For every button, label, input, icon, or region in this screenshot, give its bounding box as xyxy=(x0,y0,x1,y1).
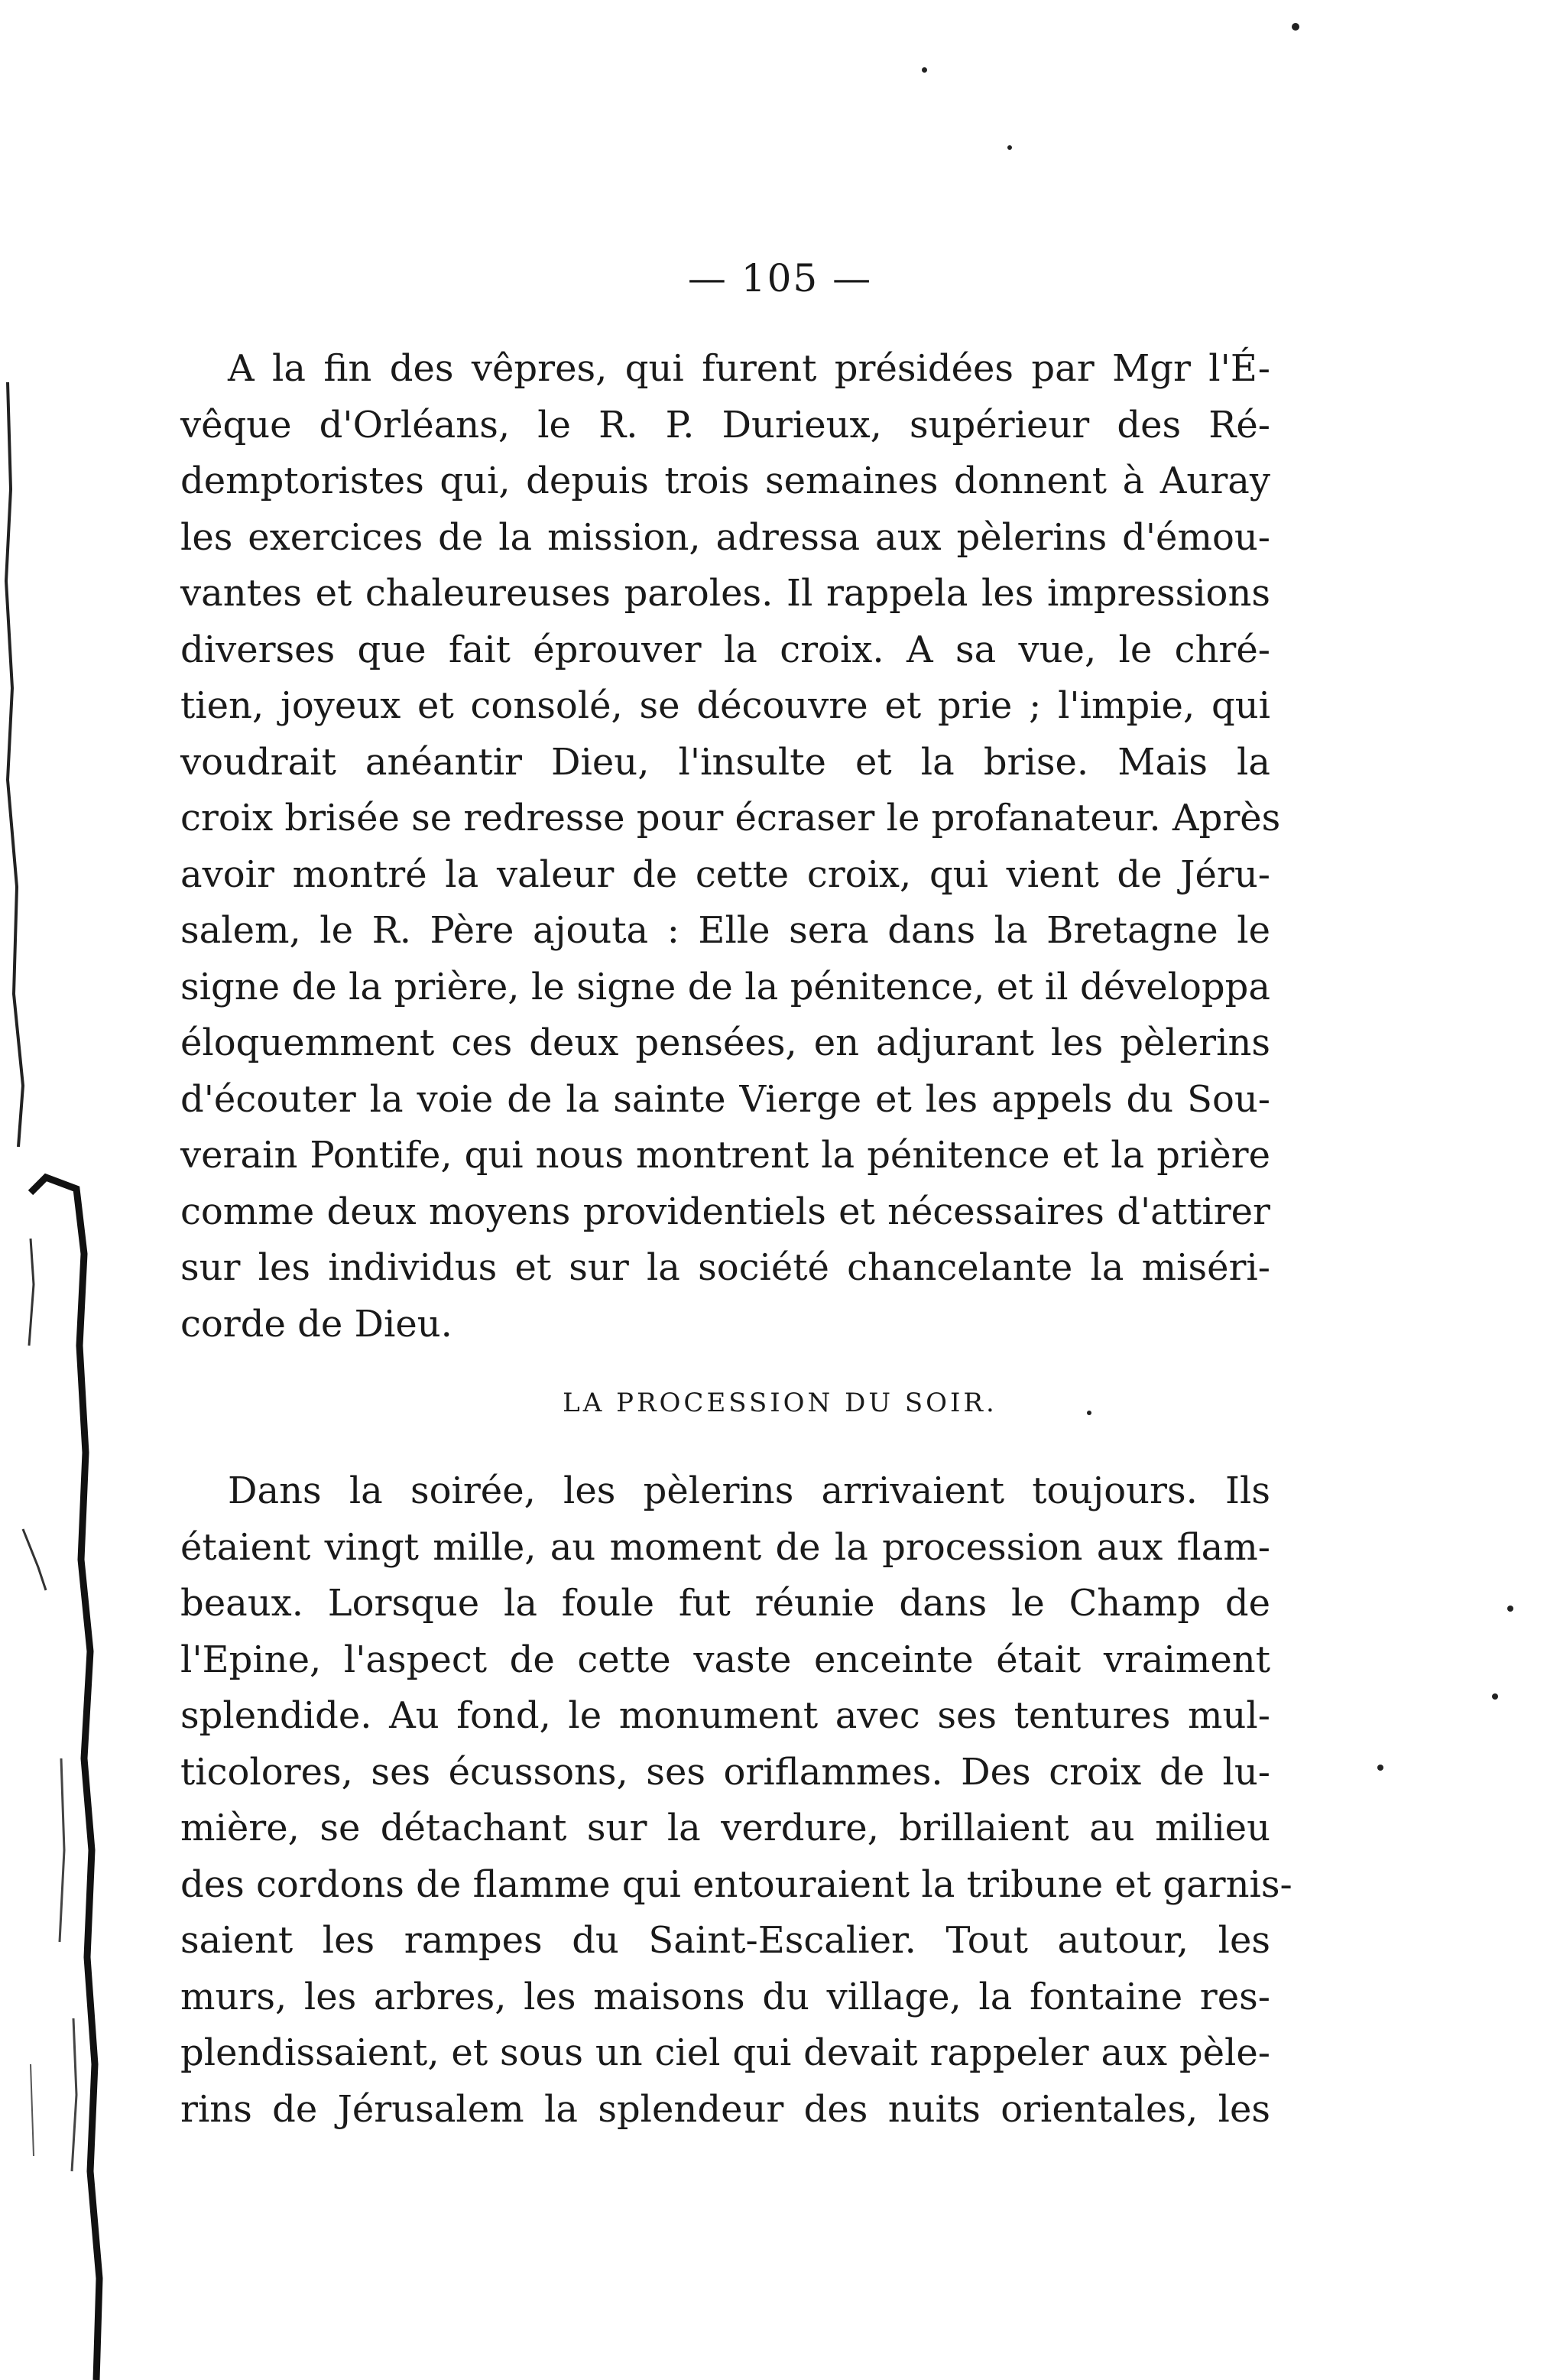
text-line: des cordons de flamme qui entouraient la tribune et garnis- xyxy=(180,1862,1292,1906)
text-line: vantes et chaleureuses paroles. Il rappela les impressions xyxy=(180,572,1270,615)
text-line: diverses que fait éprouver la croix. A sa vue, le chré- xyxy=(180,628,1270,671)
scan-speck xyxy=(1507,1606,1513,1612)
text-line: l'Epine, l'aspect de cette vaste enceinte était vraiment xyxy=(180,1638,1270,1681)
section-heading: LA PROCESSION DU SOIR. xyxy=(563,1388,997,1418)
text-line: plendissaient, et sous un ciel qui devait rappeler aux pèle- xyxy=(180,2031,1270,2074)
scan-speck xyxy=(1292,23,1299,31)
text-line: éloquemment ces deux pensées, en adjurant les pèlerins xyxy=(180,1021,1270,1064)
text-line: rins de Jérusalem la splendeur des nuits orientales, les xyxy=(180,2087,1270,2131)
text-line: salem, le R. Père ajouta : Elle sera dans la Bretagne le xyxy=(180,909,1270,952)
text-line: tien, joyeux et consolé, se découvre et prie ; l'impie, qui xyxy=(180,684,1270,727)
text-line: A la fin des vêpres, qui furent présidées par Mgr l'É- xyxy=(228,347,1270,390)
text-line: saient les rampes du Saint-Escalier. Tout autour, les xyxy=(180,1919,1270,1962)
text-line: les exercices de la mission, adressa aux pèlerins d'émou- xyxy=(180,515,1270,559)
text-line: vêque d'Orléans, le R. P. Durieux, supérieur des Ré- xyxy=(180,403,1270,446)
text-line: voudrait anéantir Dieu, l'insulte et la brise. Mais la xyxy=(180,740,1270,784)
page-number: — 105 — xyxy=(687,256,873,300)
text-line: Dans la soirée, les pèlerins arrivaient toujours. Ils xyxy=(228,1469,1270,1512)
text-line: corde de Dieu. xyxy=(180,1302,452,1346)
text-line: verain Pontife, qui nous montrent la pénitence et la prière xyxy=(180,1134,1270,1177)
scan-speck xyxy=(1377,1765,1383,1771)
scan-speck xyxy=(1492,1693,1498,1700)
text-line: sur les individus et sur la société chancelante la miséri- xyxy=(180,1246,1270,1289)
text-line: avoir montré la valeur de cette croix, qui vient de Jéru- xyxy=(180,852,1270,896)
text-line: demptoristes qui, depuis trois semaines donnent à Auray xyxy=(180,459,1270,502)
page-binding-edge xyxy=(0,0,199,2380)
text-line: murs, les arbres, les maisons du village, la fontaine res- xyxy=(180,1975,1270,2018)
text-line: beaux. Lorsque la foule fut réunie dans le Champ de xyxy=(180,1582,1270,1625)
text-line: croix brisée se redresse pour écraser le profanateur. Après xyxy=(180,797,1281,839)
text-line: mière, se détachant sur la verdure, brillaient au milieu xyxy=(180,1807,1270,1849)
paragraph-evening-procession xyxy=(180,1463,1292,2138)
text-line: d'écouter la voie de la sainte Vierge et les appels du Sou- xyxy=(180,1077,1270,1121)
text-line: signe de la prière, le signe de la pénitence, et il développa xyxy=(180,965,1270,1008)
scan-speck xyxy=(1007,145,1012,150)
text-line: étaient vingt mille, au moment de la procession aux flam- xyxy=(180,1525,1270,1569)
text-line: splendide. Au fond, le monument avec ses tentures mul- xyxy=(180,1694,1270,1737)
paragraph-mass-sermon xyxy=(180,341,1281,1352)
text-line: comme deux moyens providentiels et nécessaires d'attirer xyxy=(180,1190,1270,1233)
scan-speck xyxy=(922,67,927,73)
text-line: ticolores, ses écussons, ses oriflammes. Des croix de lu- xyxy=(180,1750,1270,1794)
